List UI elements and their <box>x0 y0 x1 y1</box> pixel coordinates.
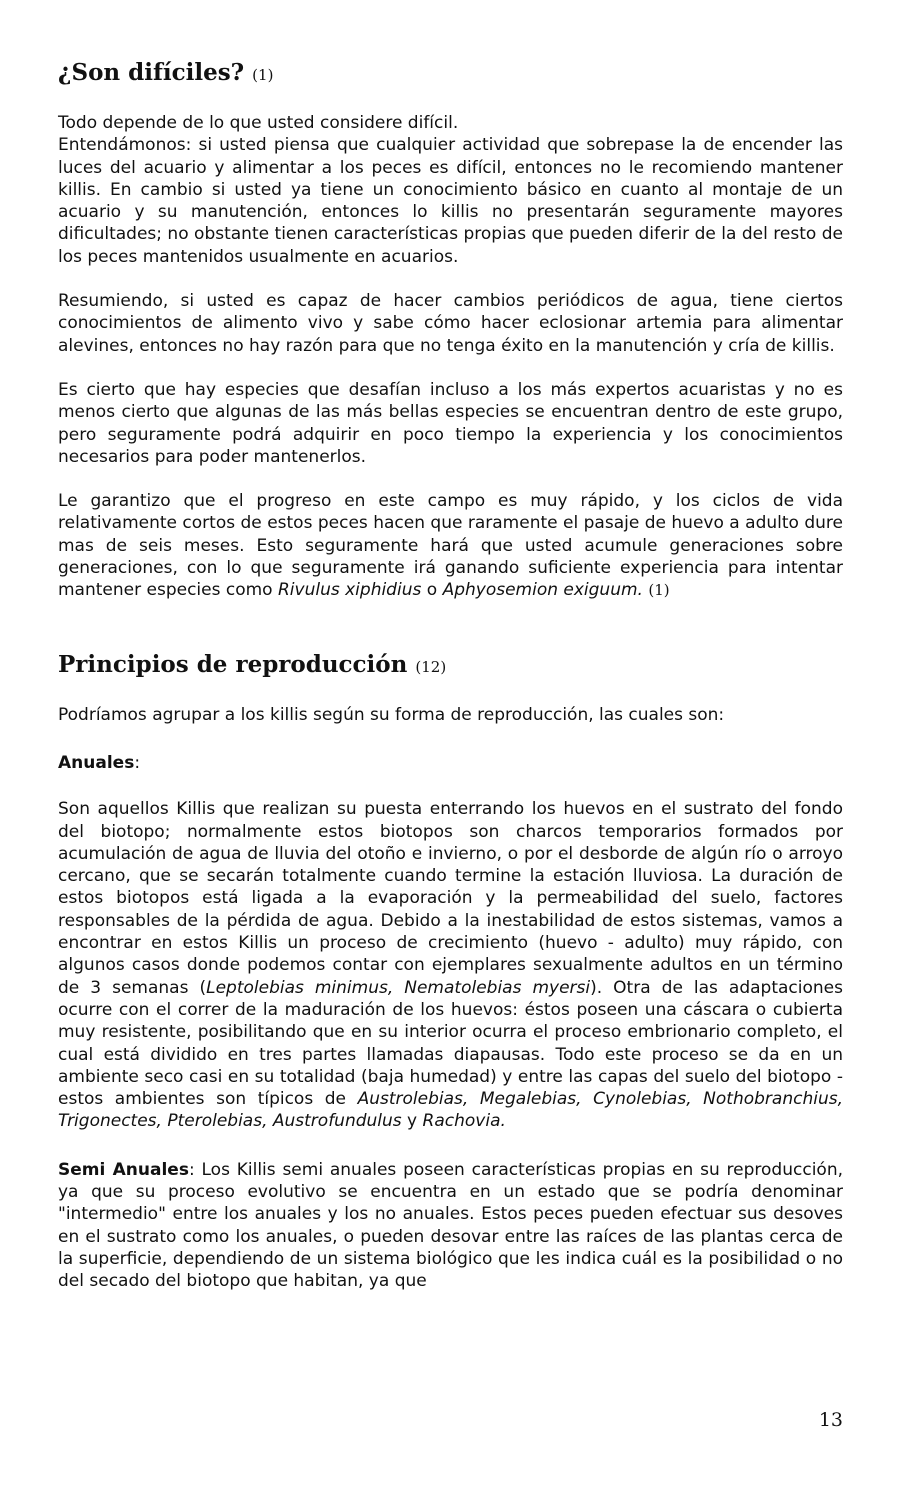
term-label: Semi Anuales <box>58 1159 189 1180</box>
species-name: Leptolebias minimus, Nematolebias myersi <box>206 977 591 998</box>
species-name: Rachovia. <box>422 1111 506 1132</box>
paragraph-semi-anuales <box>58 1159 843 1293</box>
paragraph-especies: Es cierto que hay especies que desafían incluso a los más expertos acuaristas y no es menos cierto que algunas de las más bellas especies se encuentran dentro de este grupo, pero seguramente podrá adquirir en poco tiempo la experiencia y los conocimientos necesarios para poder mantenerlos. <box>58 379 843 467</box>
species-name: Rivulus xiphidius <box>277 580 422 601</box>
reference-marker: (1) <box>648 581 670 600</box>
paragraph-text: Le garantizo que el progreso en este campo es muy rápido, y los ciclos de vida relativamente cortos de estos peces hacen que raramente el pasaje de huevo a adulto dure mas de seis meses. Esto seguramente hará que usted acumule generaciones sobre generaciones, con lo que seguramente irá ganando suficiente experiencia para intentar mantener especies como <box>58 491 843 601</box>
section-heading-principios <box>58 650 843 682</box>
species-name: Aphyosemion exiguum. <box>442 580 643 601</box>
paragraph-progreso <box>58 490 843 601</box>
paragraph-text: Entendámonos: si usted piensa que cualquier actividad que sobrepase la de encender las luces del acuario y alimentar a los peces es difícil, entonces no le recomiendo mantener killis. En cambio si usted ya tiene un conocimiento básico en cuanto al montaje de un acuario y su manutención, entonces lo killis no presentarán seguramente mayores dificultades; no obstante tienen características propias que pueden diferir de la del resto de los peces mantenidos usualmente en acuarios. <box>58 135 843 267</box>
species-name: Austrolebias, Megalebias, Cynolebias, Nothobranchius, Trigonectes, Pterolebias, Austrofundulus <box>58 1089 843 1132</box>
reference-marker: (1) <box>252 66 274 84</box>
page-content <box>58 58 843 1292</box>
term-label: Anuales <box>58 752 135 773</box>
paragraph-first-line: Todo depende de lo que usted considere difícil. <box>58 113 459 133</box>
colon: : <box>134 752 141 773</box>
page-number: 13 <box>818 1409 843 1431</box>
paragraph-resumiendo: Resumiendo, si usted es capaz de hacer cambios periódicos de agua, tiene ciertos conocimientos de alimento vivo y sabe cómo hacer eclosionar artemia para alimentar alevines, entonces no hay razón para que no tenga éxito en la manutención y cría de killis. <box>58 291 843 356</box>
heading-text: Principios de reproducción <box>58 650 408 678</box>
subheading-anuales <box>58 752 843 774</box>
heading-text: ¿Son difíciles? <box>58 59 245 86</box>
paragraph-agrupar: Podríamos agrupar a los killis según su forma de reproducción, las cuales son: <box>58 704 725 725</box>
reference-marker: (12) <box>415 657 447 676</box>
paragraph-text: ). Otra de las adaptaciones ocurre con el correr de la maduración de los huevos: éstos poseen una cáscara o cubierta muy resistente, posibilitando que en su interior ocurra el proceso embrionario completo, el cual está dividido en tres partes llamadas diapausas. Todo este proceso se da en un ambiente seco casi en su totalidad (baja humedad) y entre las capas del suelo del biotopo -estos ambientes son típicos de <box>58 977 843 1110</box>
conjunction: o <box>421 580 443 601</box>
conjunction: y <box>401 1111 423 1132</box>
paragraph-intro <box>58 112 843 268</box>
section-heading-son-dificiles <box>58 58 843 90</box>
paragraph-text: : Los Killis semi anuales poseen características propias en su reproducción, ya que su proceso evolutivo se encuentra en un estado que se podría denominar "intermedio" entre los anuales y los no anuales. Estos peces pueden efectuar sus desoves en el sustrato como los anuales, o pueden desovar entre las raíces de las plantas cerca de la superficie, dependiendo de un sistema biológico que les indica cuál es la posibilidad o no del secado del biotopo que habitan, ya que <box>58 1159 843 1292</box>
paragraph-anuales <box>58 798 843 1132</box>
paragraph-text: Son aquellos Killis que realizan su puesta enterrando los huevos en el sustrato del fondo del biotopo; normalmente estos biotopos son charcos temporarios formados por acumulación de agua de lluvia del otoño e invierno, o por el desborde de algún río o arroyo cercano, que se secarán totalmente cuando termine la estación lluviosa. La duración de estos biotopos está ligada a la evaporación y la permeabilidad del suelo, factores responsables de la pérdida de agua. Debido a la inestabilidad de estos sistemas, vamos a encontrar en estos Killis un proceso de crecimiento (huevo - adulto) muy rápido, con algunos casos donde podemos contar con ejemplares sexualmente adultos en un término de 3 semanas ( <box>58 799 843 998</box>
